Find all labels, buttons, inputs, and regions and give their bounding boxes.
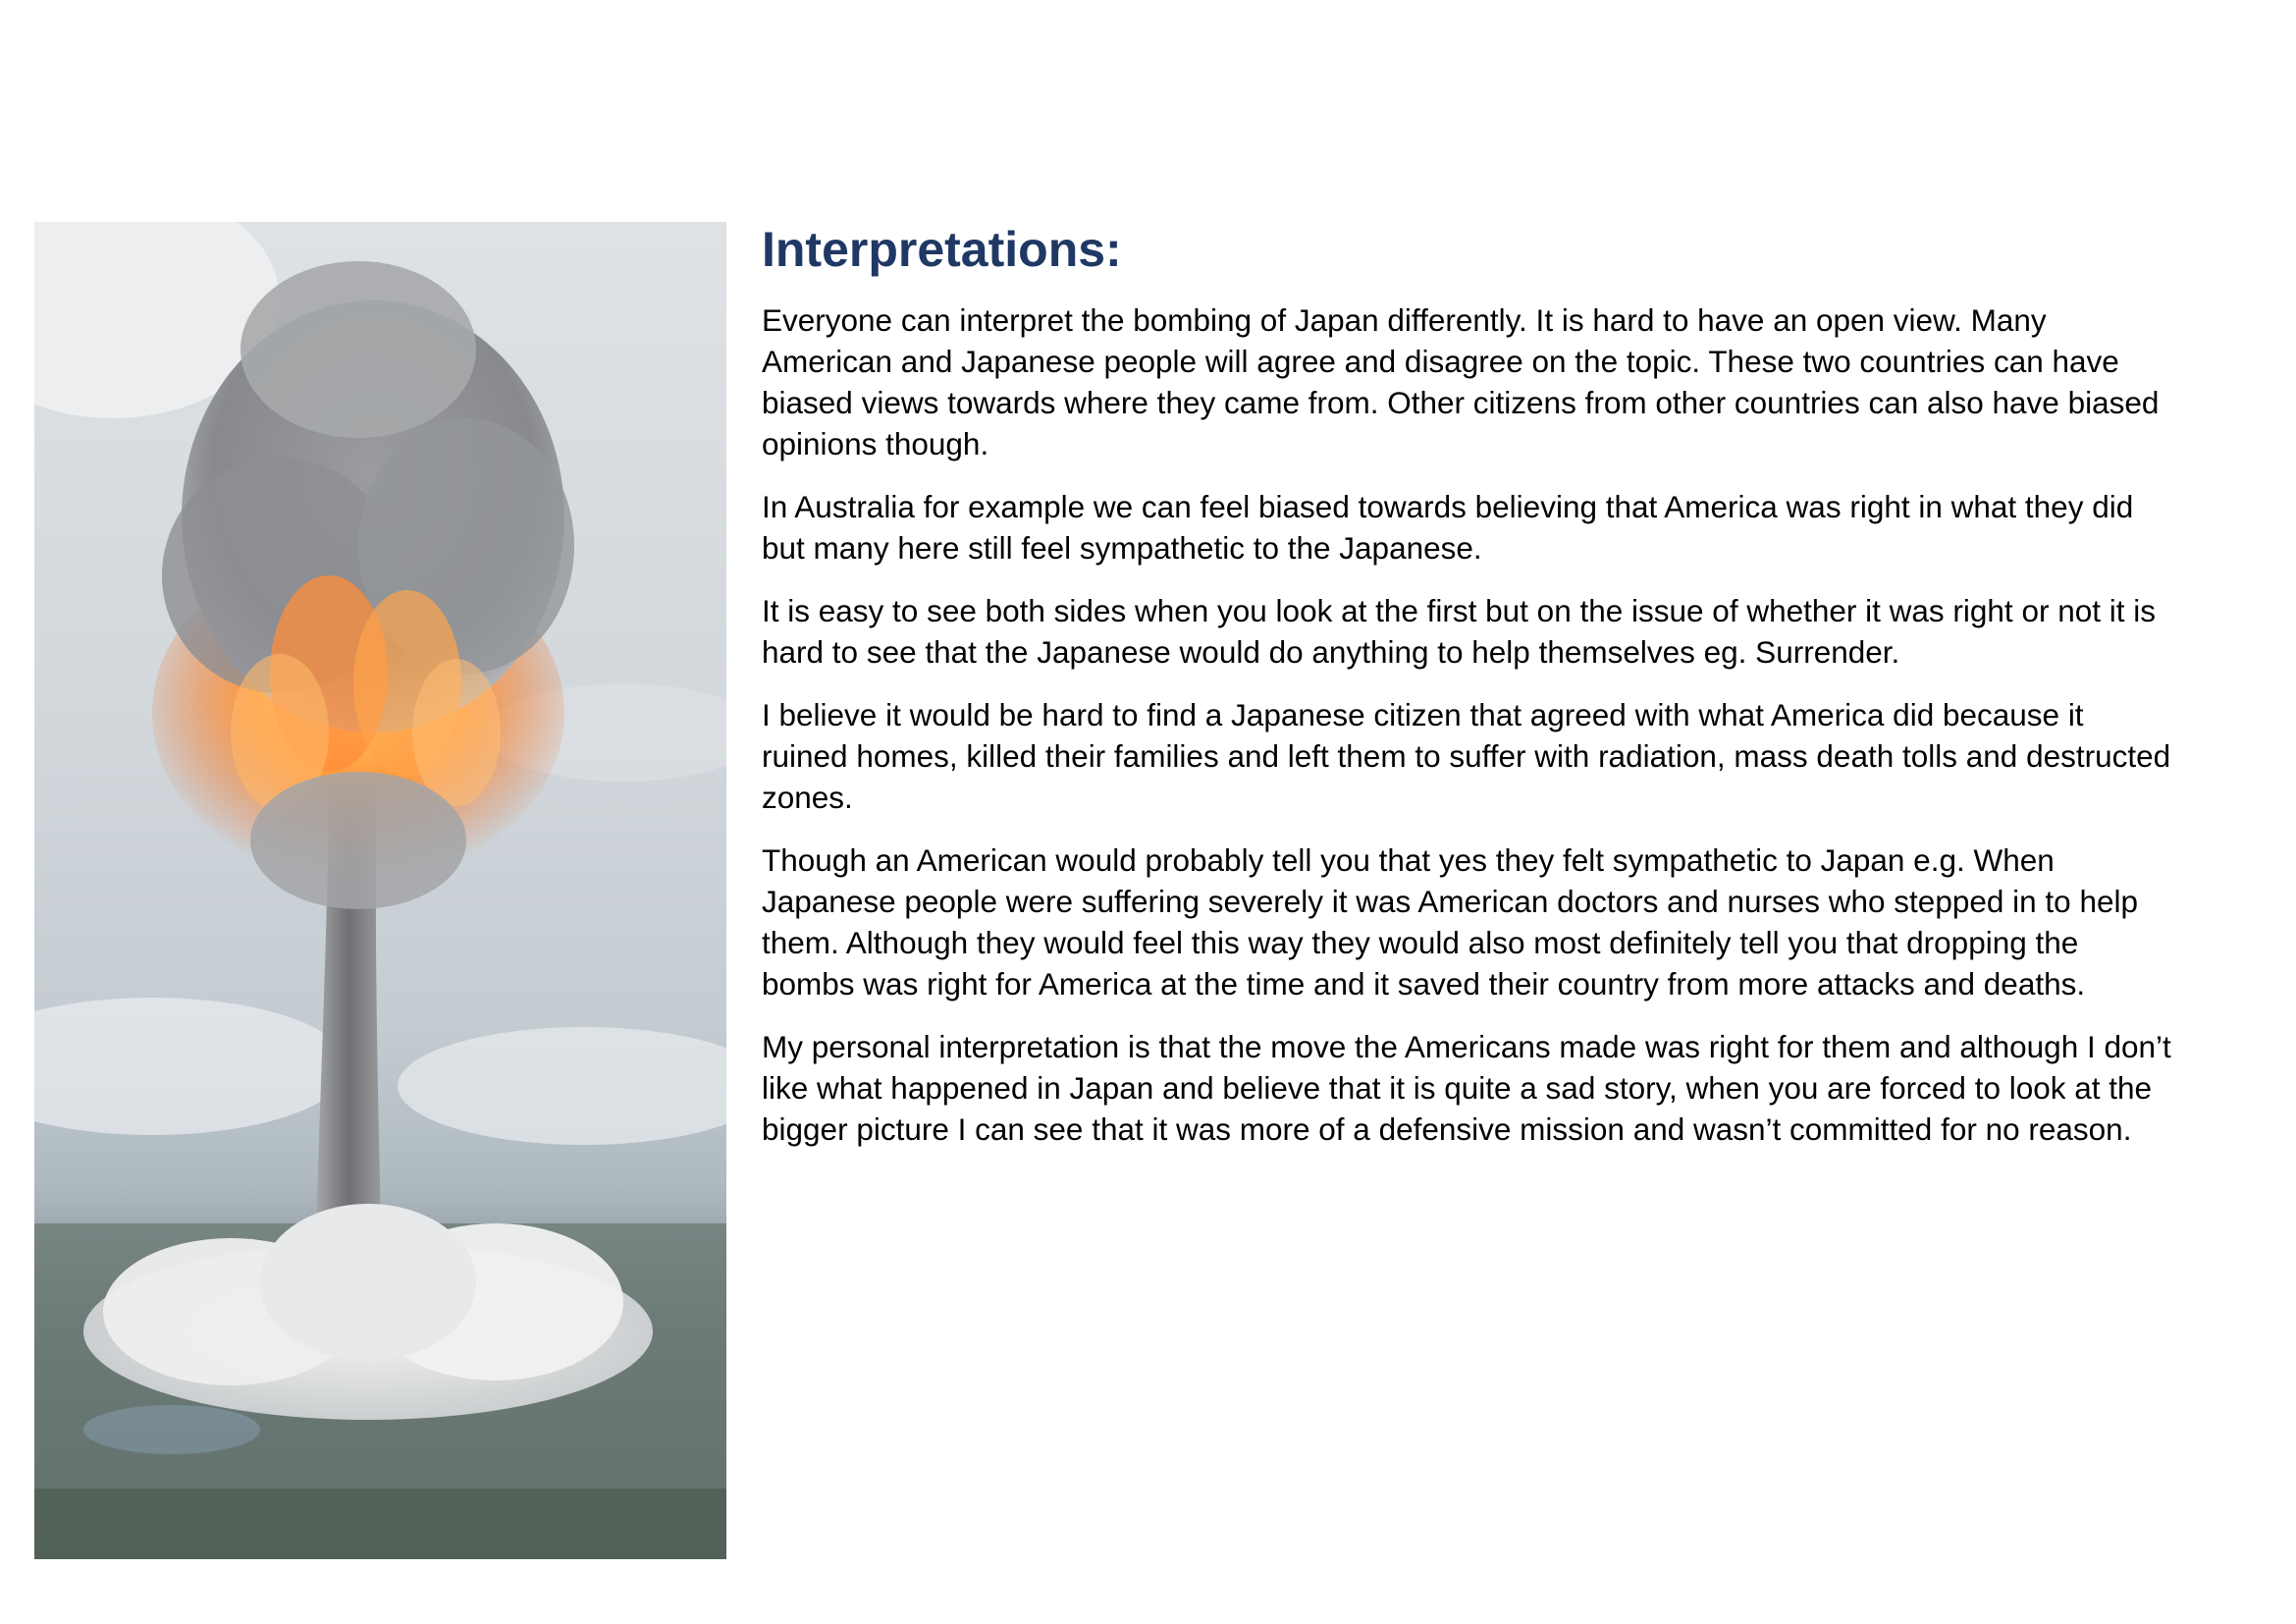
paragraph: It is easy to see both sides when you look at the first but on the issue of whether it was right or not it is hard to see that the Japanese would do anything to help themselves eg. Surrender. xyxy=(762,593,2156,670)
paragraph: My personal interpretation is that the move the Americans made was right for them and although I don’t like what happened in Japan and believe that it is quite a sad story, when you are forced to look at the bigger picture I can see that it was more of a defensive mission and wasn’t committed for no reason. xyxy=(762,1029,2171,1147)
paragraph: Everyone can interpret the bombing of Japan differently. It is hard to have an open view. Many American and Japanese people will agree and disagree on the topic. These two countries can have biased views towards where they came from. Other citizens from other countries can also have biased opinions though. xyxy=(762,302,2160,461)
paragraph: In Australia for example we can feel biased towards believing that America was right in what they did but many here still feel sympathetic to the Japanese. xyxy=(762,489,2134,566)
page-heading: Interpretations: xyxy=(762,222,1122,277)
paragraph: Though an American would probably tell you that yes they felt sympathetic to Japan e.g. When Japanese people were suffering severely it was American doctors and nurses who stepped in to help them. Although they would feel this way they would also most definitely tell you that dropping the bombs was right for America at the time and it saved their country from more attacks and deaths. xyxy=(762,842,2138,1001)
paragraph: I believe it would be hard to find a Japanese citizen that agreed with what America did because it ruined homes, killed their families and left them to suffer with radiation, mass death tolls and destructed zones. xyxy=(762,697,2171,815)
text-column xyxy=(762,218,2175,1171)
mushroom-cloud-photo xyxy=(34,222,726,1559)
